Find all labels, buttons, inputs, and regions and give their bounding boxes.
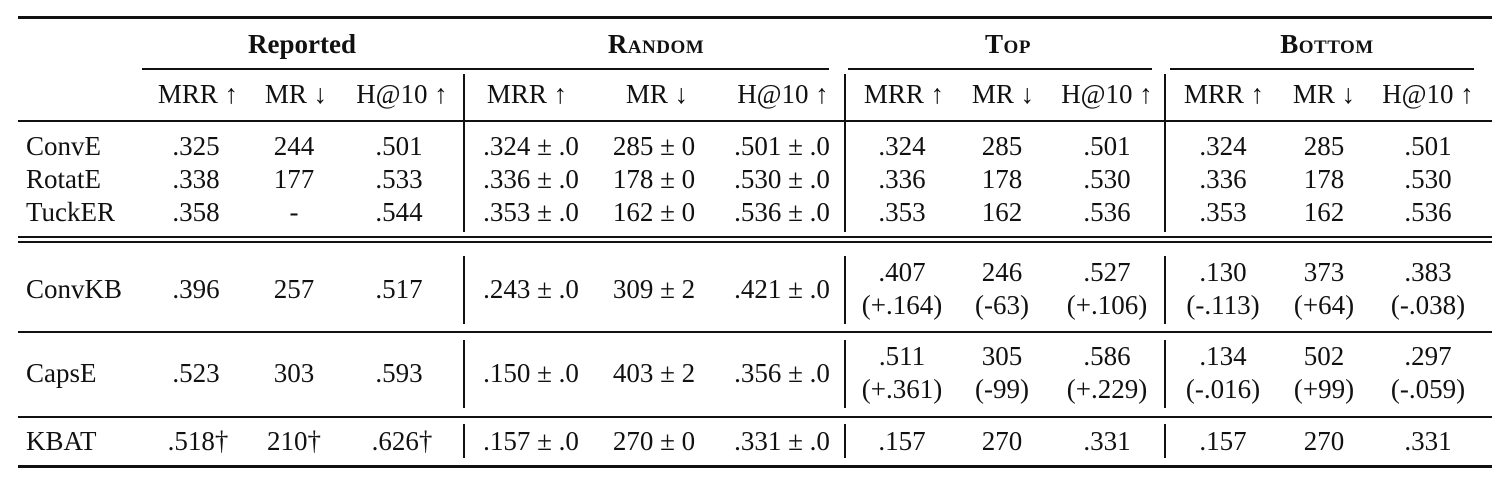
cell: .157	[878, 426, 926, 456]
cell-delta: (-.038)	[1390, 290, 1466, 320]
cell: 285	[1303, 131, 1345, 161]
metric-header-reported-h10: H@10 ↑	[356, 79, 448, 109]
cell: .586	[1083, 341, 1131, 371]
cell: .356 ± .0	[734, 358, 830, 388]
cell: .517	[375, 274, 423, 304]
cell: .243 ± .0	[483, 274, 579, 304]
cell: .134	[1199, 341, 1247, 371]
vrule-random-left-4	[463, 424, 465, 458]
cell: .336	[878, 164, 926, 194]
cell: .297	[1404, 341, 1452, 371]
cell: .523	[172, 358, 220, 388]
cell-delta: (-99)	[975, 374, 1029, 404]
cell: .421 ± .0	[734, 274, 830, 304]
metric-header-reported-mrr: MRR ↑	[157, 79, 239, 109]
cell: 285 ± 0	[612, 131, 696, 161]
cell: .324 ± .0	[483, 131, 579, 161]
metric-header-top-h10: H@10 ↑	[1061, 79, 1153, 109]
cell: 210†	[267, 426, 321, 456]
cell: .501	[375, 131, 423, 161]
vrule-top-right	[1164, 74, 1166, 232]
cell-delta: (+.164)	[861, 290, 943, 320]
group-header-reported: Reported	[248, 29, 356, 59]
cell: 178 ± 0	[612, 164, 696, 194]
top-rule	[18, 16, 1492, 19]
bottom-rule	[18, 465, 1492, 468]
cell: .544	[375, 197, 423, 227]
vrule-random-right	[844, 74, 846, 232]
vrule-random-right-2	[844, 256, 846, 324]
metric-header-bottom-h10: H@10 ↑	[1382, 79, 1474, 109]
cell: .358	[172, 197, 220, 227]
cell: .530	[1404, 164, 1452, 194]
cell: .501 ± .0	[734, 131, 830, 161]
cell-delta: (-.016)	[1185, 374, 1261, 404]
double-rule-lower	[18, 241, 1492, 243]
rule-after-capse	[18, 416, 1492, 418]
cell: .324	[1199, 131, 1247, 161]
cell: .157 ± .0	[483, 426, 579, 456]
cell: .527	[1083, 257, 1131, 287]
metric-header-random-h10: H@10 ↑	[737, 79, 829, 109]
cell: .501	[1083, 131, 1131, 161]
metric-header-random-mr: MR ↓	[625, 79, 689, 109]
vrule-random-right-4	[844, 424, 846, 458]
cell: .353	[878, 197, 926, 227]
cell: .353 ± .0	[483, 197, 579, 227]
cell: .536 ± .0	[734, 197, 830, 227]
model-name-capse: CapsE	[26, 358, 97, 388]
group-rule-bottom	[1170, 68, 1474, 70]
cell: .593	[375, 358, 423, 388]
cell: 178	[1303, 164, 1345, 194]
cell: .331	[1404, 426, 1452, 456]
group-header-top: Top	[985, 29, 1031, 59]
cell-delta: (+99)	[1293, 374, 1355, 404]
model-name-kbat: KBAT	[26, 426, 97, 456]
cell: .530	[1083, 164, 1131, 194]
cell: 270	[1303, 426, 1345, 456]
cell: .325	[172, 131, 220, 161]
metric-header-bottom-mrr: MRR ↑	[1183, 79, 1265, 109]
cell: .501	[1404, 131, 1452, 161]
cell-delta: (+64)	[1293, 290, 1355, 320]
cell: 305	[981, 341, 1023, 371]
cell: 162	[981, 197, 1023, 227]
cell: 270 ± 0	[612, 426, 696, 456]
cell: .518†	[167, 426, 229, 456]
metric-header-top-mrr: MRR ↑	[863, 79, 945, 109]
cell: .383	[1404, 257, 1452, 287]
model-name-convkb: ConvKB	[26, 274, 123, 304]
cell: 303	[273, 358, 315, 388]
cell-delta: (-.113)	[1186, 290, 1260, 320]
cell-delta: (-.059)	[1390, 374, 1466, 404]
cell: 502	[1303, 341, 1345, 371]
cell: .338	[172, 164, 220, 194]
cell: 309 ± 2	[612, 274, 696, 304]
vrule-random-right-3	[844, 340, 846, 408]
cell-delta: (-63)	[975, 290, 1029, 320]
cell-delta: (+.106)	[1066, 290, 1148, 320]
vrule-random-left-3	[463, 340, 465, 408]
cell: 285	[981, 131, 1023, 161]
cell: .336 ± .0	[483, 164, 579, 194]
cell: 244	[273, 131, 315, 161]
cell: 162 ± 0	[612, 197, 696, 227]
group-rule-reported	[142, 68, 463, 70]
results-table	[18, 0, 1492, 485]
rule-after-convkb	[18, 331, 1492, 333]
group-rule-top	[848, 68, 1152, 70]
vrule-random-left-2	[463, 256, 465, 324]
cell: 178	[981, 164, 1023, 194]
cell: .533	[375, 164, 423, 194]
double-rule-upper	[18, 236, 1492, 238]
cell: .626†	[371, 426, 433, 456]
cell: .536	[1404, 197, 1452, 227]
cell: .396	[172, 274, 220, 304]
vrule-top-right-4	[1164, 424, 1166, 458]
cell: .324	[878, 131, 926, 161]
cell: .511	[878, 341, 926, 371]
metric-header-top-mr: MR ↓	[971, 79, 1035, 109]
cell: .130	[1199, 257, 1247, 287]
vrule-top-right-3	[1164, 340, 1166, 408]
cell: 162	[1303, 197, 1345, 227]
metric-header-reported-mr: MR ↓	[264, 79, 328, 109]
cell: .150 ± .0	[483, 358, 579, 388]
model-name-conve: ConvE	[26, 131, 102, 161]
cell-delta: (+.229)	[1066, 374, 1148, 404]
group-rule-random	[463, 68, 829, 70]
cell-delta: (+.361)	[861, 374, 943, 404]
model-name-tucker: TuckER	[26, 197, 116, 227]
group-header-bottom: Bottom	[1280, 29, 1374, 59]
cell: .331	[1083, 426, 1131, 456]
header-rule	[18, 120, 1492, 122]
cell: .157	[1199, 426, 1247, 456]
cell: .407	[878, 257, 926, 287]
group-header-random: Random	[607, 29, 705, 59]
cell: .331 ± .0	[734, 426, 830, 456]
cell: .530 ± .0	[734, 164, 830, 194]
cell: 177	[273, 164, 315, 194]
cell: .336	[1199, 164, 1247, 194]
cell: 270	[981, 426, 1023, 456]
vrule-top-right-2	[1164, 256, 1166, 324]
vrule-random-left	[463, 74, 465, 232]
cell: .536	[1083, 197, 1131, 227]
metric-header-random-mrr: MRR ↑	[486, 79, 568, 109]
cell: -	[289, 197, 299, 227]
cell: 257	[273, 274, 315, 304]
cell: 403 ± 2	[612, 358, 696, 388]
metric-header-bottom-mr: MR ↓	[1292, 79, 1356, 109]
cell: 246	[981, 257, 1023, 287]
model-name-rotate: RotatE	[26, 164, 101, 194]
cell: 373	[1303, 257, 1345, 287]
cell: .353	[1199, 197, 1247, 227]
